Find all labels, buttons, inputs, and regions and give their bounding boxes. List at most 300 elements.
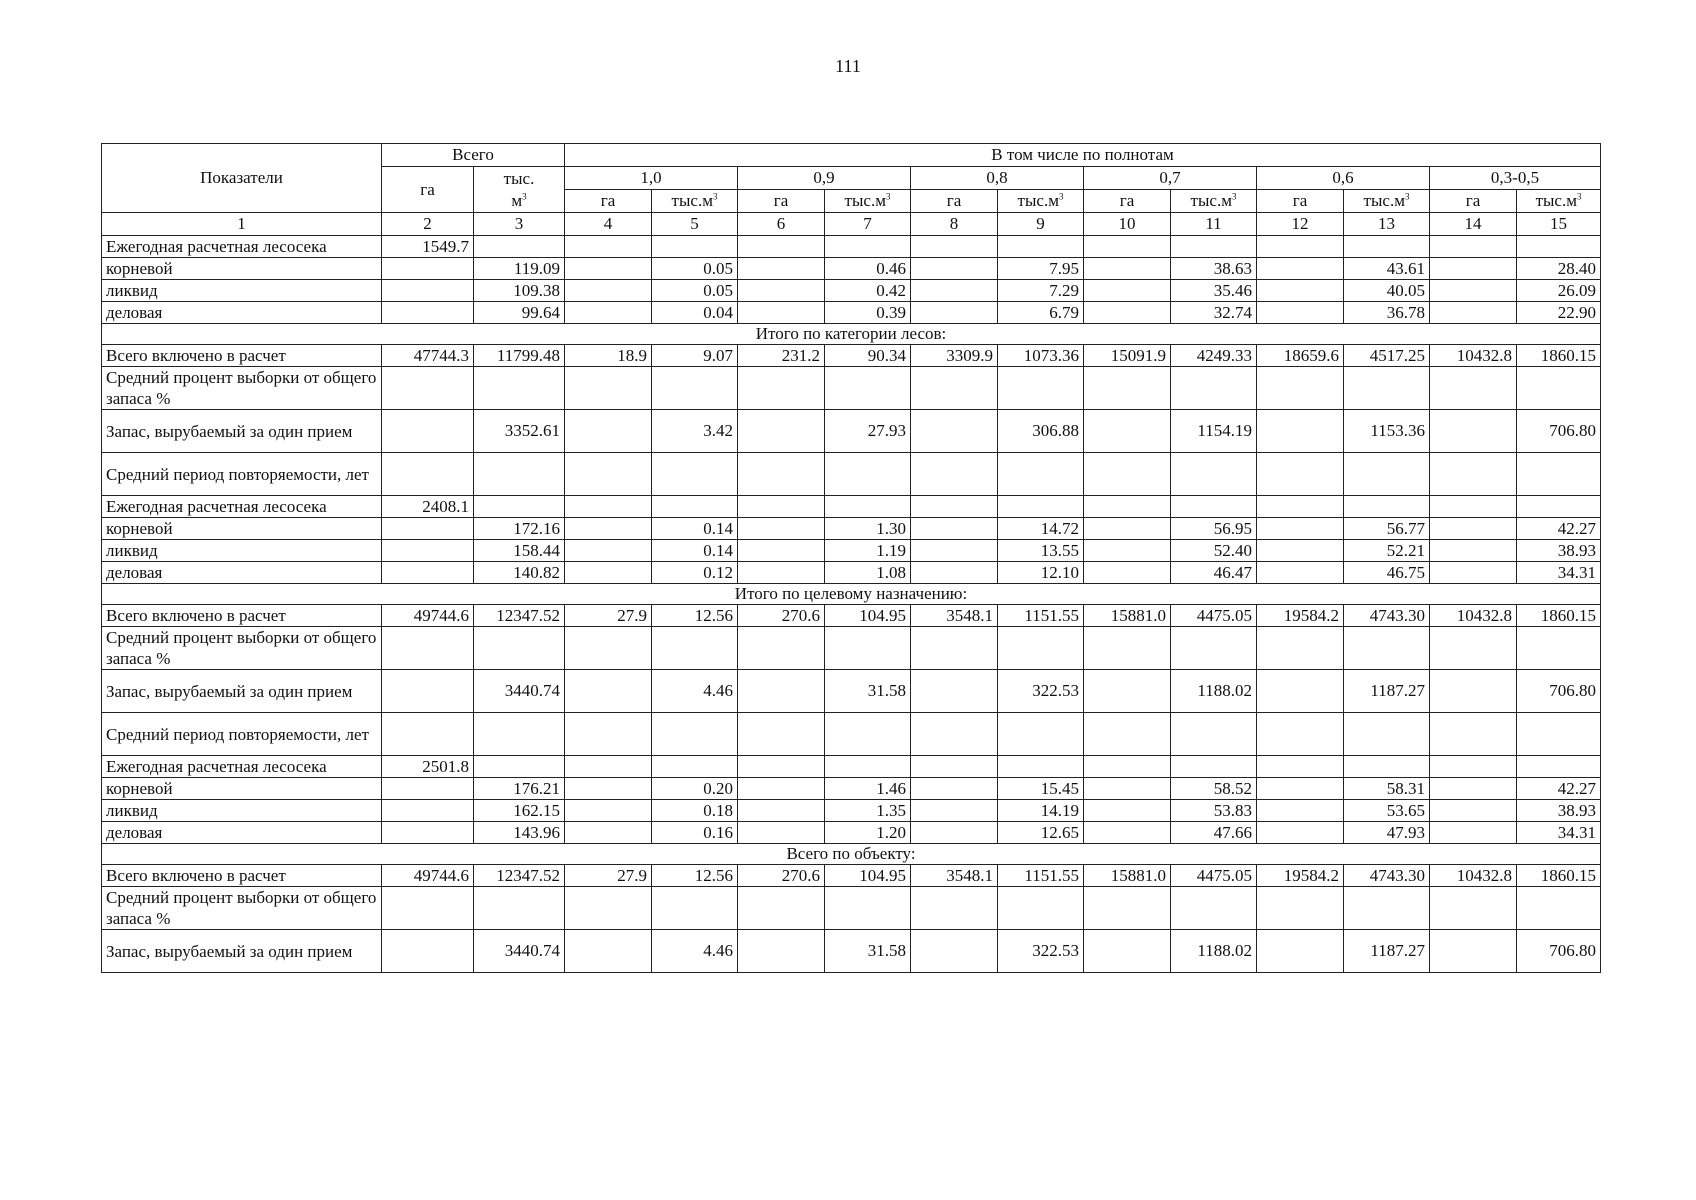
table-cell: 10432.8 [1430, 345, 1517, 367]
unit-ha: га [1084, 190, 1171, 213]
table-cell [1257, 756, 1344, 778]
table-cell [565, 258, 652, 280]
table-cell [911, 280, 998, 302]
table-cell [738, 800, 825, 822]
table-cell [911, 756, 998, 778]
row-label: деловая [102, 302, 382, 324]
table-cell [1257, 496, 1344, 518]
table-cell: 22.90 [1517, 302, 1601, 324]
table-cell: 104.95 [825, 865, 911, 887]
table-cell [1430, 367, 1517, 410]
table-cell: 1151.55 [998, 605, 1084, 627]
table-cell: 38.93 [1517, 800, 1601, 822]
table-row [102, 713, 1601, 756]
table-cell [1430, 280, 1517, 302]
column-number: 13 [1344, 213, 1430, 236]
table-cell: 0.46 [825, 258, 911, 280]
table-cell [565, 518, 652, 540]
table-cell: 1188.02 [1171, 930, 1257, 973]
table-cell [1084, 713, 1171, 756]
table-cell [911, 540, 998, 562]
table-cell [1257, 540, 1344, 562]
table-cell [1517, 887, 1601, 930]
table-cell [998, 453, 1084, 496]
table-cell [565, 367, 652, 410]
table-cell: 42.27 [1517, 518, 1601, 540]
table-cell [1257, 518, 1344, 540]
table-cell [565, 236, 652, 258]
table-body [102, 236, 1601, 973]
table-cell: 27.93 [825, 410, 911, 453]
table-cell: 47.93 [1344, 822, 1430, 844]
table-cell: 31.58 [825, 930, 911, 973]
table-cell [1430, 887, 1517, 930]
unit-ths-m3 [652, 190, 738, 213]
table-cell [1344, 887, 1430, 930]
table-cell [1517, 236, 1601, 258]
table-cell [825, 496, 911, 518]
table-cell: 49744.6 [382, 865, 474, 887]
table-cell [911, 367, 998, 410]
table-cell: 34.31 [1517, 562, 1601, 584]
table-cell [911, 236, 998, 258]
section-title: Всего по объекту: [102, 844, 1601, 865]
table-cell [738, 236, 825, 258]
table-cell [1517, 627, 1601, 670]
table-row [102, 496, 1601, 518]
table-cell: 7.29 [998, 280, 1084, 302]
column-number: 4 [565, 213, 652, 236]
table-cell [474, 627, 565, 670]
table-cell [738, 367, 825, 410]
header-total-ths-m3 [474, 167, 565, 213]
column-number: 3 [474, 213, 565, 236]
row-label: Запас, вырубаемый за один прием [102, 930, 382, 973]
table-cell [565, 670, 652, 713]
table-cell [1257, 670, 1344, 713]
table-cell [1257, 258, 1344, 280]
table-cell: 43.61 [1344, 258, 1430, 280]
table-cell [825, 236, 911, 258]
unit-ha: га [1430, 190, 1517, 213]
unit-ths-m3-label: тыс.м [1190, 191, 1232, 210]
table-cell [382, 627, 474, 670]
table-cell [1430, 713, 1517, 756]
table-cell: 15881.0 [1084, 605, 1171, 627]
row-label: Средний период повторяемости, лет [102, 453, 382, 496]
table-cell [911, 822, 998, 844]
column-number: 9 [998, 213, 1084, 236]
table-cell [911, 670, 998, 713]
table-cell [998, 367, 1084, 410]
table-cell: 99.64 [474, 302, 565, 324]
row-label: Всего включено в расчет [102, 345, 382, 367]
row-label: ликвид [102, 280, 382, 302]
row-label: корневой [102, 518, 382, 540]
table-cell: 53.65 [1344, 800, 1430, 822]
table-cell [911, 627, 998, 670]
table-cell: 706.80 [1517, 930, 1601, 973]
table-row [102, 887, 1601, 930]
table-cell [565, 562, 652, 584]
table-cell: 1073.36 [998, 345, 1084, 367]
table-cell [565, 887, 652, 930]
forest-calc-table [101, 143, 1601, 973]
table-cell [1084, 280, 1171, 302]
table-row [102, 930, 1601, 973]
table-cell: 0.16 [652, 822, 738, 844]
row-label: Средний процент выборки от общего запаса % [102, 367, 382, 410]
table-cell [1257, 887, 1344, 930]
table-cell [1257, 713, 1344, 756]
table-cell [652, 453, 738, 496]
table-cell: 1187.27 [1344, 670, 1430, 713]
table-cell: 4743.30 [1344, 865, 1430, 887]
table-cell [565, 496, 652, 518]
table-cell: 1.20 [825, 822, 911, 844]
table-row [102, 280, 1601, 302]
table-cell [565, 756, 652, 778]
table-cell: 9.07 [652, 345, 738, 367]
table-cell [998, 496, 1084, 518]
table-cell: 0.39 [825, 302, 911, 324]
table-cell [1257, 236, 1344, 258]
table-cell [1257, 302, 1344, 324]
table-cell: 19584.2 [1257, 865, 1344, 887]
column-number: 11 [1171, 213, 1257, 236]
table-cell: 270.6 [738, 865, 825, 887]
table-cell: 1.35 [825, 800, 911, 822]
row-label: Всего включено в расчет [102, 865, 382, 887]
table-cell: 42.27 [1517, 778, 1601, 800]
row-label: Ежегодная расчетная лесосека [102, 496, 382, 518]
header-including: В том числе по полнотам [565, 144, 1601, 167]
unit-ths-m3-label: тыс.м [844, 191, 886, 210]
table-row [102, 822, 1601, 844]
table-cell [1084, 887, 1171, 930]
table-row [102, 800, 1601, 822]
table-cell [1084, 670, 1171, 713]
table-cell [738, 562, 825, 584]
unit-ths-m3-label: тыс.м [1363, 191, 1405, 210]
table-cell [1344, 627, 1430, 670]
table-cell [474, 713, 565, 756]
table-cell [825, 887, 911, 930]
table-cell: 1860.15 [1517, 865, 1601, 887]
table-cell: 56.77 [1344, 518, 1430, 540]
table-cell [1171, 453, 1257, 496]
table-cell: 19584.2 [1257, 605, 1344, 627]
table-cell [1344, 453, 1430, 496]
table-cell: 15881.0 [1084, 865, 1171, 887]
unit-ths-m3-label: тыс.м [1017, 191, 1059, 210]
table-cell [825, 627, 911, 670]
column-number: 7 [825, 213, 911, 236]
table-cell [825, 756, 911, 778]
table-cell [825, 713, 911, 756]
table-cell: 4475.05 [1171, 605, 1257, 627]
superscript-3: 3 [1576, 191, 1582, 202]
table-cell: 3548.1 [911, 865, 998, 887]
table-cell: 49744.6 [382, 605, 474, 627]
table-row [102, 410, 1601, 453]
table-cell [382, 713, 474, 756]
table-cell [382, 822, 474, 844]
table-cell [1084, 562, 1171, 584]
table-cell: 1860.15 [1517, 605, 1601, 627]
table-cell: 172.16 [474, 518, 565, 540]
header-total-ha: га [382, 167, 474, 213]
header-indicators: Показатели [102, 144, 382, 213]
table-cell: 0.42 [825, 280, 911, 302]
table-cell: 176.21 [474, 778, 565, 800]
table-cell [1084, 302, 1171, 324]
column-number: 12 [1257, 213, 1344, 236]
table-cell: 12347.52 [474, 605, 565, 627]
table-cell [911, 713, 998, 756]
row-label: Ежегодная расчетная лесосека [102, 756, 382, 778]
table-cell: 1153.36 [1344, 410, 1430, 453]
column-number: 8 [911, 213, 998, 236]
table-row [102, 627, 1601, 670]
table-cell [1517, 496, 1601, 518]
table-cell [1084, 930, 1171, 973]
table-cell [565, 280, 652, 302]
column-number: 14 [1430, 213, 1517, 236]
table-cell: 0.14 [652, 540, 738, 562]
table-cell [382, 302, 474, 324]
table-cell [1257, 367, 1344, 410]
superscript-3: 3 [1404, 191, 1410, 202]
table-cell: 0.12 [652, 562, 738, 584]
table-cell [738, 258, 825, 280]
table-cell [1430, 800, 1517, 822]
unit-ths-m3-label: тыс.м [1535, 191, 1577, 210]
table-cell [1430, 453, 1517, 496]
table-row [102, 367, 1601, 410]
table-cell: 11799.48 [474, 345, 565, 367]
table-cell [911, 453, 998, 496]
table-cell [565, 627, 652, 670]
table-cell [382, 453, 474, 496]
table-cell [1084, 453, 1171, 496]
table-cell [1257, 822, 1344, 844]
table-cell: 158.44 [474, 540, 565, 562]
table-cell [1084, 778, 1171, 800]
header-total: Всего [382, 144, 565, 167]
table-cell [652, 496, 738, 518]
section-row [102, 584, 1601, 605]
table-cell: 4475.05 [1171, 865, 1257, 887]
table-cell [825, 453, 911, 496]
unit-ha: га [565, 190, 652, 213]
table-cell [474, 756, 565, 778]
table-cell [825, 367, 911, 410]
table-cell: 32.74 [1171, 302, 1257, 324]
table-cell [1171, 367, 1257, 410]
table-cell: 14.19 [998, 800, 1084, 822]
row-label: ликвид [102, 800, 382, 822]
table-cell [738, 670, 825, 713]
table-cell [911, 800, 998, 822]
row-label: Всего включено в расчет [102, 605, 382, 627]
table-cell: 0.05 [652, 280, 738, 302]
table-cell [382, 562, 474, 584]
table-cell: 34.31 [1517, 822, 1601, 844]
table-cell: 58.52 [1171, 778, 1257, 800]
table-cell [382, 887, 474, 930]
table-cell: 0.04 [652, 302, 738, 324]
table-cell [1430, 670, 1517, 713]
superscript-3: 3 [1058, 191, 1064, 202]
table-row [102, 258, 1601, 280]
column-number: 2 [382, 213, 474, 236]
unit-ha: га [738, 190, 825, 213]
superscript-3: 3 [885, 191, 891, 202]
table-cell [1171, 756, 1257, 778]
table-cell: 1187.27 [1344, 930, 1430, 973]
table-cell [382, 540, 474, 562]
table-cell: 15.45 [998, 778, 1084, 800]
table-row [102, 756, 1601, 778]
table-cell [1430, 236, 1517, 258]
table-cell: 10432.8 [1430, 605, 1517, 627]
table-cell: 1.19 [825, 540, 911, 562]
section-row [102, 844, 1601, 865]
table-cell: 1.46 [825, 778, 911, 800]
table-cell: 4.46 [652, 930, 738, 973]
table-cell [1430, 930, 1517, 973]
table-cell [1171, 496, 1257, 518]
table-cell [382, 258, 474, 280]
table-cell: 1860.15 [1517, 345, 1601, 367]
table-cell [652, 887, 738, 930]
table-cell: 10432.8 [1430, 865, 1517, 887]
table-cell: 14.72 [998, 518, 1084, 540]
table-cell: 0.05 [652, 258, 738, 280]
density-header: 0,7 [1084, 167, 1257, 190]
table-cell [911, 930, 998, 973]
table-cell [1084, 367, 1171, 410]
table-cell: 0.20 [652, 778, 738, 800]
table-cell [382, 778, 474, 800]
table-cell: 706.80 [1517, 670, 1601, 713]
table-row [102, 453, 1601, 496]
table-cell [1084, 496, 1171, 518]
table-cell [1084, 800, 1171, 822]
table-cell [1517, 367, 1601, 410]
table-cell [565, 930, 652, 973]
table-cell: 119.09 [474, 258, 565, 280]
table-cell [1430, 822, 1517, 844]
table-cell: 58.31 [1344, 778, 1430, 800]
table-cell [738, 540, 825, 562]
table-cell: 46.47 [1171, 562, 1257, 584]
table-cell [1430, 410, 1517, 453]
table-cell: 1.08 [825, 562, 911, 584]
row-label: Запас, вырубаемый за один прием [102, 410, 382, 453]
table-cell [911, 302, 998, 324]
table-cell [738, 302, 825, 324]
table-cell [998, 756, 1084, 778]
table-cell [738, 887, 825, 930]
table-cell [738, 280, 825, 302]
table-cell [1171, 713, 1257, 756]
table-cell: 15091.9 [1084, 345, 1171, 367]
table-cell [1344, 713, 1430, 756]
row-label: деловая [102, 822, 382, 844]
row-label: Ежегодная расчетная лесосека [102, 236, 382, 258]
table-cell [911, 778, 998, 800]
table-cell [474, 453, 565, 496]
table-cell: 0.14 [652, 518, 738, 540]
table-cell: 12.56 [652, 605, 738, 627]
table-cell [1430, 518, 1517, 540]
table-cell: 38.63 [1171, 258, 1257, 280]
column-number: 5 [652, 213, 738, 236]
table-cell [652, 236, 738, 258]
table-cell [652, 756, 738, 778]
table-cell: 2501.8 [382, 756, 474, 778]
table-row [102, 605, 1601, 627]
table-cell: 53.83 [1171, 800, 1257, 822]
row-label: Средний процент выборки от общего запаса % [102, 887, 382, 930]
table-cell [911, 518, 998, 540]
table-cell [1257, 627, 1344, 670]
table-cell: 322.53 [998, 930, 1084, 973]
superscript-3: 3 [522, 190, 527, 201]
table-cell: 3548.1 [911, 605, 998, 627]
table-cell [1344, 756, 1430, 778]
table-cell [382, 670, 474, 713]
table-cell [1344, 496, 1430, 518]
table-cell: 140.82 [474, 562, 565, 584]
column-number-row [102, 213, 1601, 236]
table-cell [738, 822, 825, 844]
density-header: 0,8 [911, 167, 1084, 190]
table-cell: 3352.61 [474, 410, 565, 453]
table-cell [738, 778, 825, 800]
table-cell [1430, 562, 1517, 584]
table-cell [1084, 518, 1171, 540]
table-cell: 90.34 [825, 345, 911, 367]
table-cell [474, 887, 565, 930]
table-cell [474, 236, 565, 258]
table-cell [1430, 258, 1517, 280]
table-cell [998, 627, 1084, 670]
table-row [102, 670, 1601, 713]
table-cell [998, 713, 1084, 756]
table-cell [565, 713, 652, 756]
page-number: 111 [835, 56, 861, 76]
row-label: Средний период повторяемости, лет [102, 713, 382, 756]
table-cell: 231.2 [738, 345, 825, 367]
table-cell [738, 930, 825, 973]
table-cell: 4743.30 [1344, 605, 1430, 627]
row-label: корневой [102, 778, 382, 800]
table-cell: 104.95 [825, 605, 911, 627]
column-number: 6 [738, 213, 825, 236]
table-cell: 52.21 [1344, 540, 1430, 562]
table-cell: 52.40 [1171, 540, 1257, 562]
row-label: Средний процент выборки от общего запаса % [102, 627, 382, 670]
table-cell [738, 453, 825, 496]
table-cell: 40.05 [1344, 280, 1430, 302]
table-cell: 12.10 [998, 562, 1084, 584]
density-header: 1,0 [565, 167, 738, 190]
column-number: 10 [1084, 213, 1171, 236]
table-cell [474, 496, 565, 518]
